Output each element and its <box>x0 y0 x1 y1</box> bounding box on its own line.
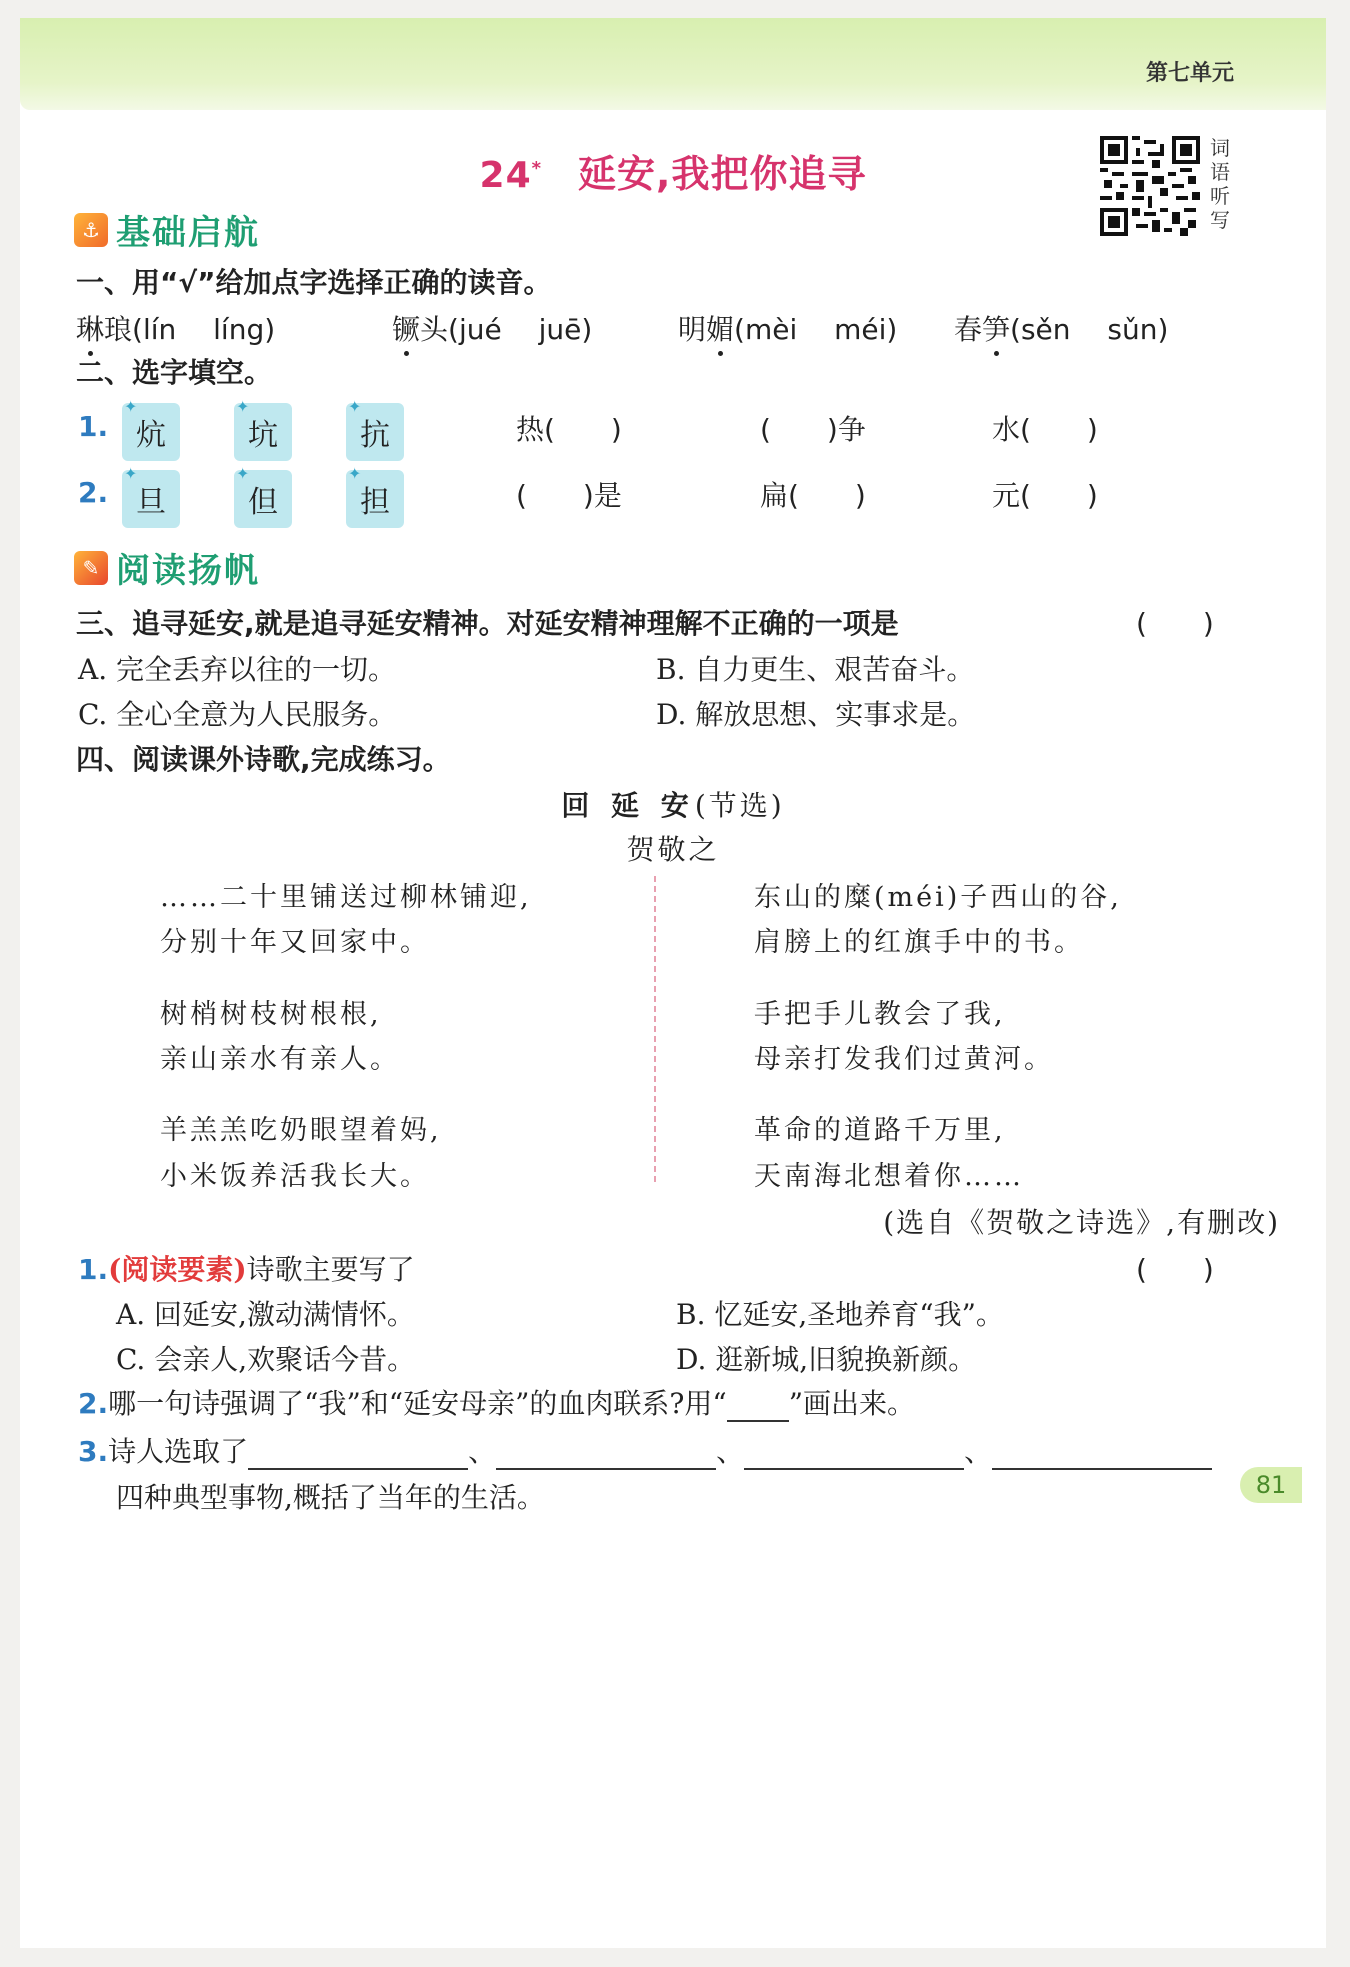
foundation-icon: ⚓ <box>74 213 108 247</box>
question-4-heading: 四、阅读课外诗歌,完成练习。 <box>76 743 451 776</box>
char-option: ✦ 炕 <box>122 403 180 461</box>
answer-blank[interactable] <box>744 1442 964 1470</box>
reading-icon: ✎ <box>74 551 108 585</box>
fill-blank[interactable]: 水( ) <box>992 413 1098 446</box>
poem-line: 亲山亲水有亲人。 <box>160 1044 400 1075</box>
fill-blank[interactable]: 扁( ) <box>760 479 866 512</box>
header-band <box>20 18 1326 110</box>
char-option: ✦ 担 <box>346 470 404 528</box>
option-d[interactable]: D. 逛新城,旧貌换新颜。 <box>676 1343 977 1376</box>
fill-blank[interactable]: ( )争 <box>760 413 866 446</box>
q1-item-4: 春笋(sěn sǔn) <box>954 308 1168 348</box>
poem-line: 东山的糜(méi)子西山的谷, <box>754 882 1122 913</box>
option-d[interactable]: D. 解放思想、实事求是。 <box>656 698 976 731</box>
fill-blank[interactable]: ( )是 <box>516 479 622 512</box>
poem-line: 小米饭养活我长大。 <box>160 1161 430 1192</box>
workbook-page <box>20 18 1326 1948</box>
q2-row-1-number: 1. <box>78 410 109 443</box>
lesson-title-text: 延安,我把你追寻 <box>578 152 867 196</box>
char-option: ✦ 但 <box>234 470 292 528</box>
poem-line: 手把手儿教会了我, <box>754 999 1006 1030</box>
option-c[interactable]: C. 全心全意为人民服务。 <box>78 698 397 731</box>
lesson-number: 24* <box>479 155 543 196</box>
poem-title: 回 延 安(节选) <box>561 789 785 822</box>
fill-blank[interactable]: 元( ) <box>992 479 1098 512</box>
answer-blank[interactable] <box>496 1442 716 1470</box>
q1-item-2: 镢头(jué juē) <box>392 308 592 348</box>
unit-label: 第七单元 <box>1145 61 1234 86</box>
poem-source: (选自《贺敬之诗选》,有删改) <box>883 1206 1280 1239</box>
poem-line: 母亲打发我们过黄河。 <box>754 1044 1054 1075</box>
poem-author: 贺敬之 <box>626 833 720 866</box>
question-3-heading: 三、追寻延安,就是追寻延安精神。对延安精神理解不正确的一项是 <box>76 607 899 640</box>
option-a[interactable]: A. 回延安,激动满情怀。 <box>116 1298 415 1331</box>
answer-paren[interactable]: ( ) <box>1136 1253 1214 1286</box>
poem-line: 树梢树枝树根根, <box>160 999 382 1030</box>
option-a[interactable]: A. 完全丢弃以往的一切。 <box>78 653 397 686</box>
section-basic-header: ⚓ 基础启航 <box>74 205 260 254</box>
option-b[interactable]: B. 忆延安,圣地养育“我”。 <box>676 1298 1004 1331</box>
sub-question-2: 2.哪一句诗强调了“我”和“延安母亲”的血肉联系?用“ ”画出来。 <box>78 1387 916 1420</box>
option-b[interactable]: B. 自力更生、艰苦奋斗。 <box>656 653 975 686</box>
poem-line: ……二十里铺送过柳林铺迎, <box>160 882 532 913</box>
answer-blank[interactable] <box>992 1442 1212 1470</box>
qr-code-icon[interactable] <box>1100 136 1200 236</box>
fill-blank[interactable]: 热( ) <box>516 413 622 446</box>
page-number: 81 <box>1240 1467 1302 1503</box>
poem-line: 羊羔羔吃奶眼望着妈, <box>160 1115 442 1146</box>
sub-question-3-continued: 四种典型事物,概括了当年的生活。 <box>116 1481 545 1514</box>
char-option: ✦ 旦 <box>122 470 180 528</box>
char-option: ✦ 坑 <box>234 403 292 461</box>
char-option: ✦ 抗 <box>346 403 404 461</box>
poem-line: 肩膀上的红旗手中的书。 <box>754 927 1084 958</box>
poem-line: 分别十年又回家中。 <box>160 927 430 958</box>
reading-element-tag: (阅读要素) <box>108 1253 247 1286</box>
q1-item-1: 琳琅(lín líng) <box>76 308 275 348</box>
poem-divider <box>654 876 656 1182</box>
q2-row-2-number: 2. <box>78 476 109 509</box>
answer-blank[interactable] <box>248 1442 468 1470</box>
answer-paren[interactable]: ( ) <box>1136 607 1214 640</box>
poem-line: 天南海北想着你…… <box>754 1161 1024 1192</box>
section-reading-header: ✎ 阅读扬帆 <box>74 543 260 592</box>
question-1-heading: 一、用“√”给加点字选择正确的读音。 <box>76 266 552 299</box>
q1-item-3: 明媚(mèi méi) <box>678 308 897 348</box>
poem-line: 革命的道路千万里, <box>754 1115 1006 1146</box>
option-c[interactable]: C. 会亲人,欢聚话今昔。 <box>116 1343 416 1376</box>
question-2-heading: 二、选字填空。 <box>76 356 273 389</box>
qr-label: 词 语 听 写 <box>1210 136 1230 232</box>
underline-sample <box>727 1394 789 1422</box>
sub-question-3: 3.诗人选取了 、 、 、 <box>78 1430 1212 1470</box>
sub-question-1: 1.(阅读要素)诗歌主要写了 <box>78 1253 415 1286</box>
